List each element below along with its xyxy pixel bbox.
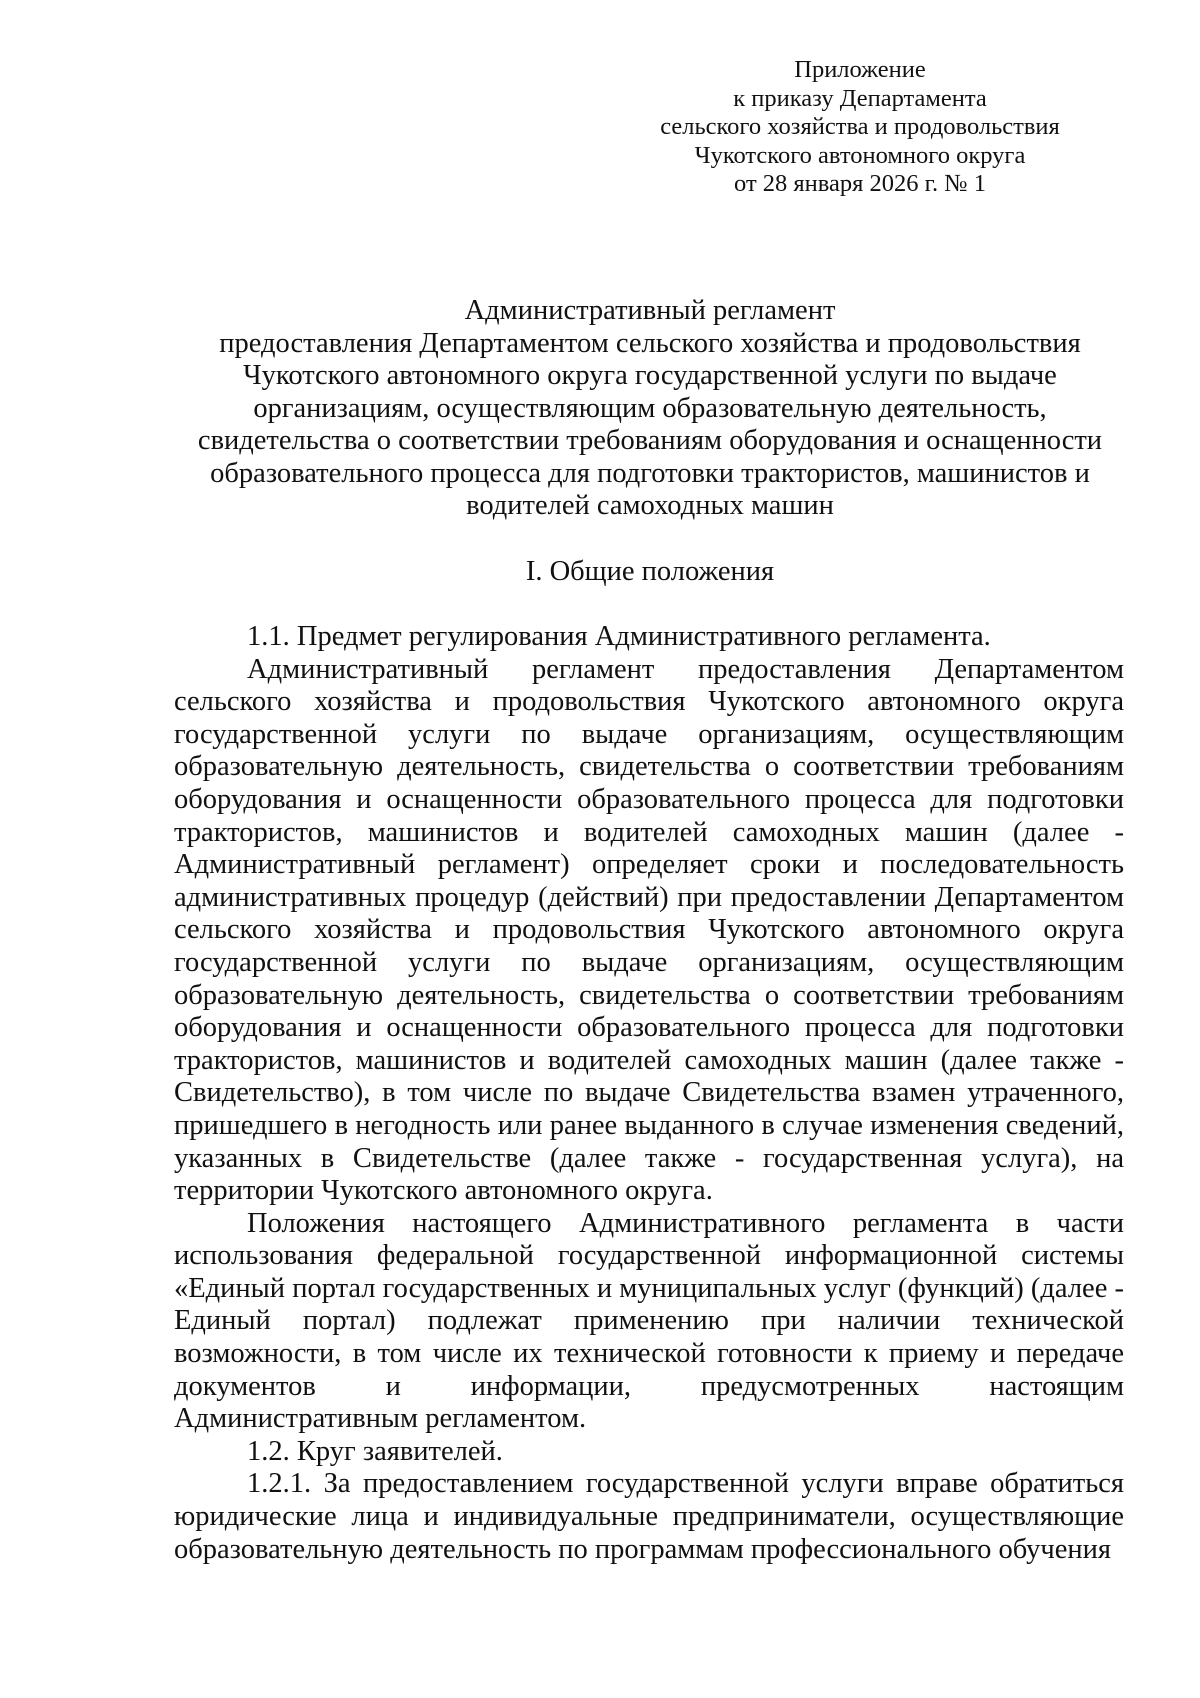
title-line: образовательного процесса для подготовки трактористов, машинистов и	[210, 457, 1090, 489]
section-heading: I. Общие положения	[525, 556, 775, 587]
appendix-line: Приложение	[794, 56, 926, 83]
title-line: Административный регламент	[464, 295, 836, 326]
title-line: свидетельства о соответствии требованиям оборудования и оснащенности	[197, 425, 1103, 456]
title-line: организациям, осуществляющим образовательную деятельность,	[253, 392, 1047, 424]
paragraph-regulation-scope: Административный регламент предоставления Департаментом сельского хозяйства и продовольствия Чукотского автономного округа государственной услуги по выдаче организациям, осуществляющим образовательную деятельность, свидетельства о соответствии требованиям оборудования и оснащенности образовательного процесса для подготовки трактористов, машинистов и водителей самоходных машин (далее - Административный регламент) определяет сроки и последовательность административных процедур (действий) при предоставлении Департаментом сельского хозяйства и продовольствия Чукотского автономного округа государственной услуги по выдаче организациям, осуществляющим образовательную деятельность, свидетельства о соответствии требованиям оборудования и оснащенности образовательного процесса для подготовки трактористов, машинистов и водителей самоходных машин (далее также - Свидетельство), в том числе по выдаче Свидетельства взамен утраченного, пришедшего в негодность или ранее выданного в случае изменения сведений, указанных в Свидетельстве (далее также - государственная услуга), на территории Чукотского автономного округа.	[174, 653, 1124, 1207]
document-body	[174, 621, 1124, 1566]
appendix-line: сельского хозяйства и продовольствия	[660, 113, 1060, 140]
paragraph-1-2-heading: 1.2. Круг заявителей.	[247, 1435, 503, 1467]
title-line: предоставления Департаментом сельского хозяйства и продовольствия	[219, 327, 1081, 359]
appendix-line: от 28 января 2026 г. № 1	[734, 170, 986, 197]
paragraph-1-1-heading: 1.1. Предмет регулирования Административного регламента.	[247, 621, 991, 652]
appendix-block	[640, 56, 1080, 199]
appendix-line: Чукотского автономного округа	[694, 141, 1026, 169]
title-line: водителей самоходных машин	[466, 490, 834, 521]
paragraph-unified-portal: Положения настоящего Административного регламента в части использования федеральной государственной информационной системы «Единый портал государственных и муниципальных услуг (функций) (далее - Единый портал) подлежат применению при наличии технической возможности, в том числе их технической готовности к приему и передаче документов и информации, предусмотренных настоящим Административным регламентом.	[174, 1207, 1124, 1435]
title-line: Чукотского автономного округа государственной услуги по выдаче	[243, 360, 1057, 391]
document-title	[170, 295, 1130, 523]
appendix-line: к приказу Департамента	[733, 84, 987, 112]
paragraph-1-2-1: 1.2.1. За предоставлением государственной услуги вправе обратиться юридические лица и индивидуальные предприниматели, осуществляющие образовательную деятельность по программам профессионального обучения	[174, 1468, 1124, 1565]
